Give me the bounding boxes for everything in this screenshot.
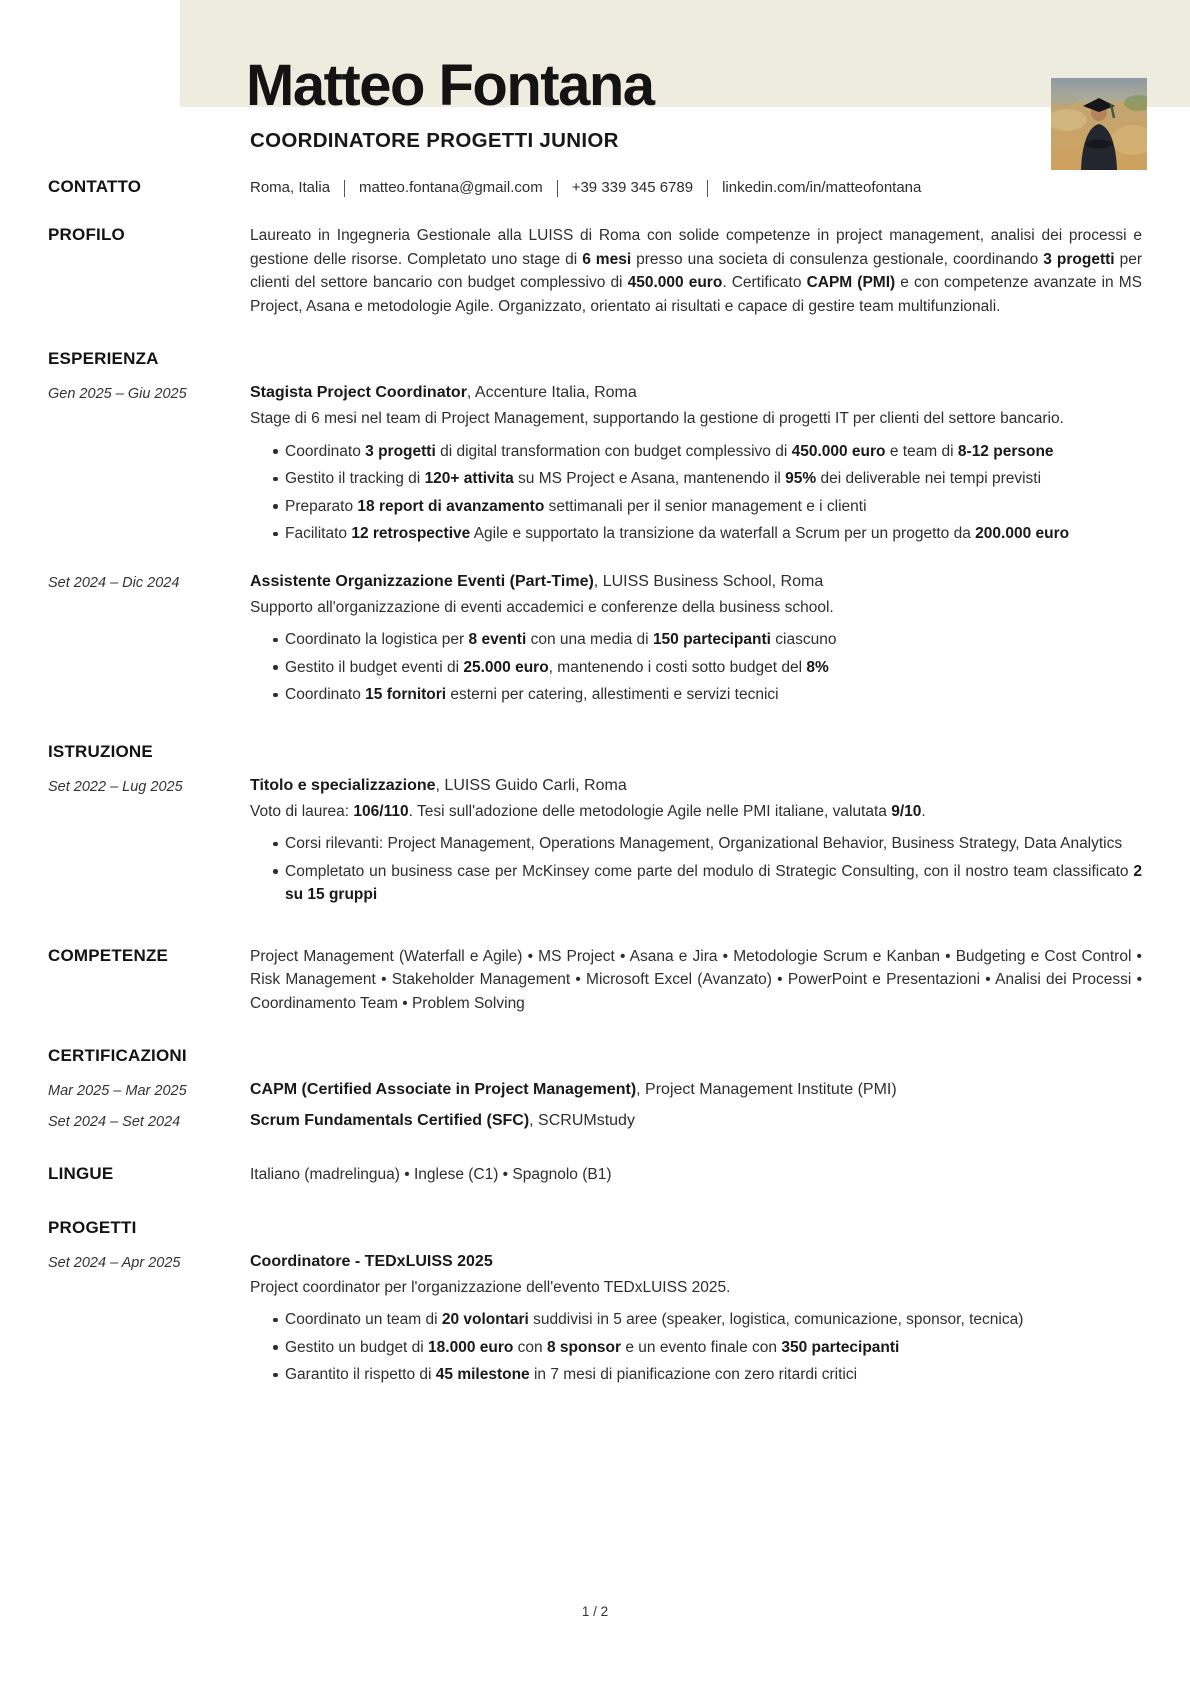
section-istruzione <box>48 741 1142 762</box>
section-certificazioni <box>48 1045 1142 1066</box>
section-label-certificazioni: CERTIFICAZIONI <box>48 1046 187 1065</box>
entry-heading: Assistente Organizzazione Eventi (Part-Time), LUISS Business School, Roma <box>250 572 824 590</box>
entry-bullets <box>250 440 1142 546</box>
section-esperienza <box>48 348 1142 369</box>
skills-list: Project Management (Waterfall e Agile) • MS Project • Asana e Jira • Metodologie Scrum e Kanban • Budgeting e Cost Control • Risk Management • Stakeholder Management • Microsoft Excel (Avanzato) • PowerPoint e Presentazioni • Analisi dei Processi • Coordinamento Team • Problem Solving <box>250 947 1142 1012</box>
section-competenze <box>48 945 1142 1016</box>
contact-separator <box>344 180 345 197</box>
entry-heading: Titolo e specializzazione, LUISS Guido Carli, Roma <box>250 776 627 794</box>
section-lingue <box>48 1163 1142 1187</box>
bullet-item: Facilitato 12 retrospective Agile e supportato la transizione da waterfall a Scrum per un progetto da 200.000 euro <box>250 522 1142 546</box>
entry-body <box>250 1250 1142 1391</box>
bullet-item: Garantito il rispetto di 45 milestone in 7 mesi di pianificazione con zero ritardi critici <box>250 1363 1142 1387</box>
bullet-item: Gestito il tracking di 120+ attivita su MS Project e Asana, mantenendo il 95% dei deliverable nei tempi previsti <box>250 467 1142 491</box>
contact-linkedin: linkedin.com/in/matteofontana <box>722 179 922 196</box>
bullet-item: Preparato 18 report di avanzamento settimanali per il senior management e i clienti <box>250 495 1142 519</box>
profile-summary: Laureato in Ingegneria Gestionale alla LUISS di Roma con solide competenze in project management, analisi dei processi e gestione delle risorse. Completato uno stage di 6 mesi presso una societa di consulenza gestionale, coordinando 3 progetti per clienti del settore bancario con budget complessivo di 450.000 euro. Certificato CAPM (PMI) e con competenze avanzate in MS Project, Asana e metodologie Agile. Organizzato, orientato ai risultati e capace di gestire team multifunzionali. <box>250 227 1142 315</box>
entry-heading: Coordinatore - TEDxLUISS 2025 <box>250 1252 493 1270</box>
profile-photo <box>1051 78 1147 170</box>
section-label-istruzione: ISTRUZIONE <box>48 741 153 761</box>
graduation-photo-illustration <box>1051 78 1147 170</box>
bullet-item: Corsi rilevanti: Project Management, Operations Management, Organizational Behavior, Business Strategy, Data Analytics <box>250 832 1142 856</box>
entry-body <box>250 570 1142 711</box>
entry-body <box>250 774 1142 911</box>
section-label-competenze: COMPETENZE <box>48 945 169 965</box>
entry-dates: Gen 2025 – Giu 2025 <box>48 386 187 402</box>
bullet-item: Completato un business case per McKinsey come parte del modulo di Strategic Consulting, con il nostro team classificato 2 su 15 gruppi <box>250 860 1142 907</box>
section-label-contatto: CONTATTO <box>48 177 142 196</box>
entry-dates: Set 2024 – Dic 2024 <box>48 574 180 591</box>
entry-summary: Supporto all'organizzazione di eventi accademici e conferenze della business school. <box>250 598 834 616</box>
contact-email: matteo.fontana@gmail.com <box>359 179 543 196</box>
entry-dates: Set 2024 – Apr 2025 <box>48 1254 181 1271</box>
entry-summary: Voto di laurea: 106/110. Tesi sull'adozione delle metodologie Agile nelle PMI italiane, valutata 9/10. <box>250 802 926 820</box>
contact-location: Roma, Italia <box>250 179 331 196</box>
contact-phone: +39 339 345 6789 <box>571 179 694 196</box>
certification-entry-1 <box>48 1078 1142 1102</box>
bullet-item: Coordinato la logistica per 8 eventi con una media di 150 partecipanti ciascuno <box>250 628 1142 652</box>
bullet-item: Coordinato un team di 20 volontari suddivisi in 5 aree (speaker, logistica, comunicazione, sponsor, tecnica) <box>250 1308 1142 1332</box>
bullet-item: Coordinato 3 progetti di digital transformation con budget complessivo di 450.000 euro e team di 8-12 persone <box>250 440 1142 464</box>
contact-separator <box>707 180 708 197</box>
languages-list: Italiano (madrelingua) • Inglese (C1) • Spagnolo (B1) <box>250 1166 612 1183</box>
bullet-item: Gestito un budget di 18.000 euro con 8 sponsor e un evento finale con 350 partecipanti <box>250 1336 1142 1360</box>
entry-body <box>250 381 1142 550</box>
bullet-item: Coordinato 15 fornitori esterni per catering, allestimenti e servizi tecnici <box>250 683 1142 707</box>
entry-heading: Stagista Project Coordinator, Accenture Italia, Roma <box>250 384 637 401</box>
section-contatto <box>48 176 1142 198</box>
entry-heading: CAPM (Certified Associate in Project Management), Project Management Institute (PMI) <box>250 1081 897 1098</box>
section-progetti <box>48 1217 1142 1238</box>
job-title: COORDINATORE PROGETTI JUNIOR <box>250 129 619 152</box>
entry-bullets <box>250 1308 1142 1387</box>
section-label-esperienza: ESPERIENZA <box>48 349 159 368</box>
experience-entry-1 <box>48 381 1142 550</box>
entry-heading: Scrum Fundamentals Certified (SFC), SCRUMstudy <box>250 1112 635 1129</box>
entry-bullets <box>250 832 1142 907</box>
certification-entry-2 <box>48 1109 1142 1133</box>
page-title: Matteo Fontana <box>246 53 654 118</box>
entry-summary: Project coordinator per l'organizzazione dell'evento TEDxLUISS 2025. <box>250 1278 731 1296</box>
contact-line <box>250 176 1142 198</box>
entry-bullets <box>250 628 1142 707</box>
education-entry <box>48 774 1142 911</box>
entry-summary: Stage di 6 mesi nel team di Project Management, supportando la gestione di progetti IT per clienti del settore bancario. <box>250 410 1064 427</box>
contact-separator <box>557 180 558 197</box>
entry-dates: Set 2022 – Lug 2025 <box>48 778 183 795</box>
section-profilo <box>48 224 1142 318</box>
section-label-progetti: PROGETTI <box>48 1217 137 1237</box>
experience-entry-2 <box>48 570 1142 711</box>
entry-dates: Mar 2025 – Mar 2025 <box>48 1083 187 1099</box>
project-entry <box>48 1250 1142 1391</box>
resume-content <box>48 176 1142 1391</box>
section-label-profilo: PROFILO <box>48 225 125 244</box>
page-number: 1 / 2 <box>581 1604 609 1619</box>
section-label-lingue: LINGUE <box>48 1164 114 1183</box>
entry-dates: Set 2024 – Set 2024 <box>48 1114 181 1130</box>
bullet-item: Gestito il budget eventi di 25.000 euro, mantenendo i costi sotto budget del 8% <box>250 656 1142 680</box>
